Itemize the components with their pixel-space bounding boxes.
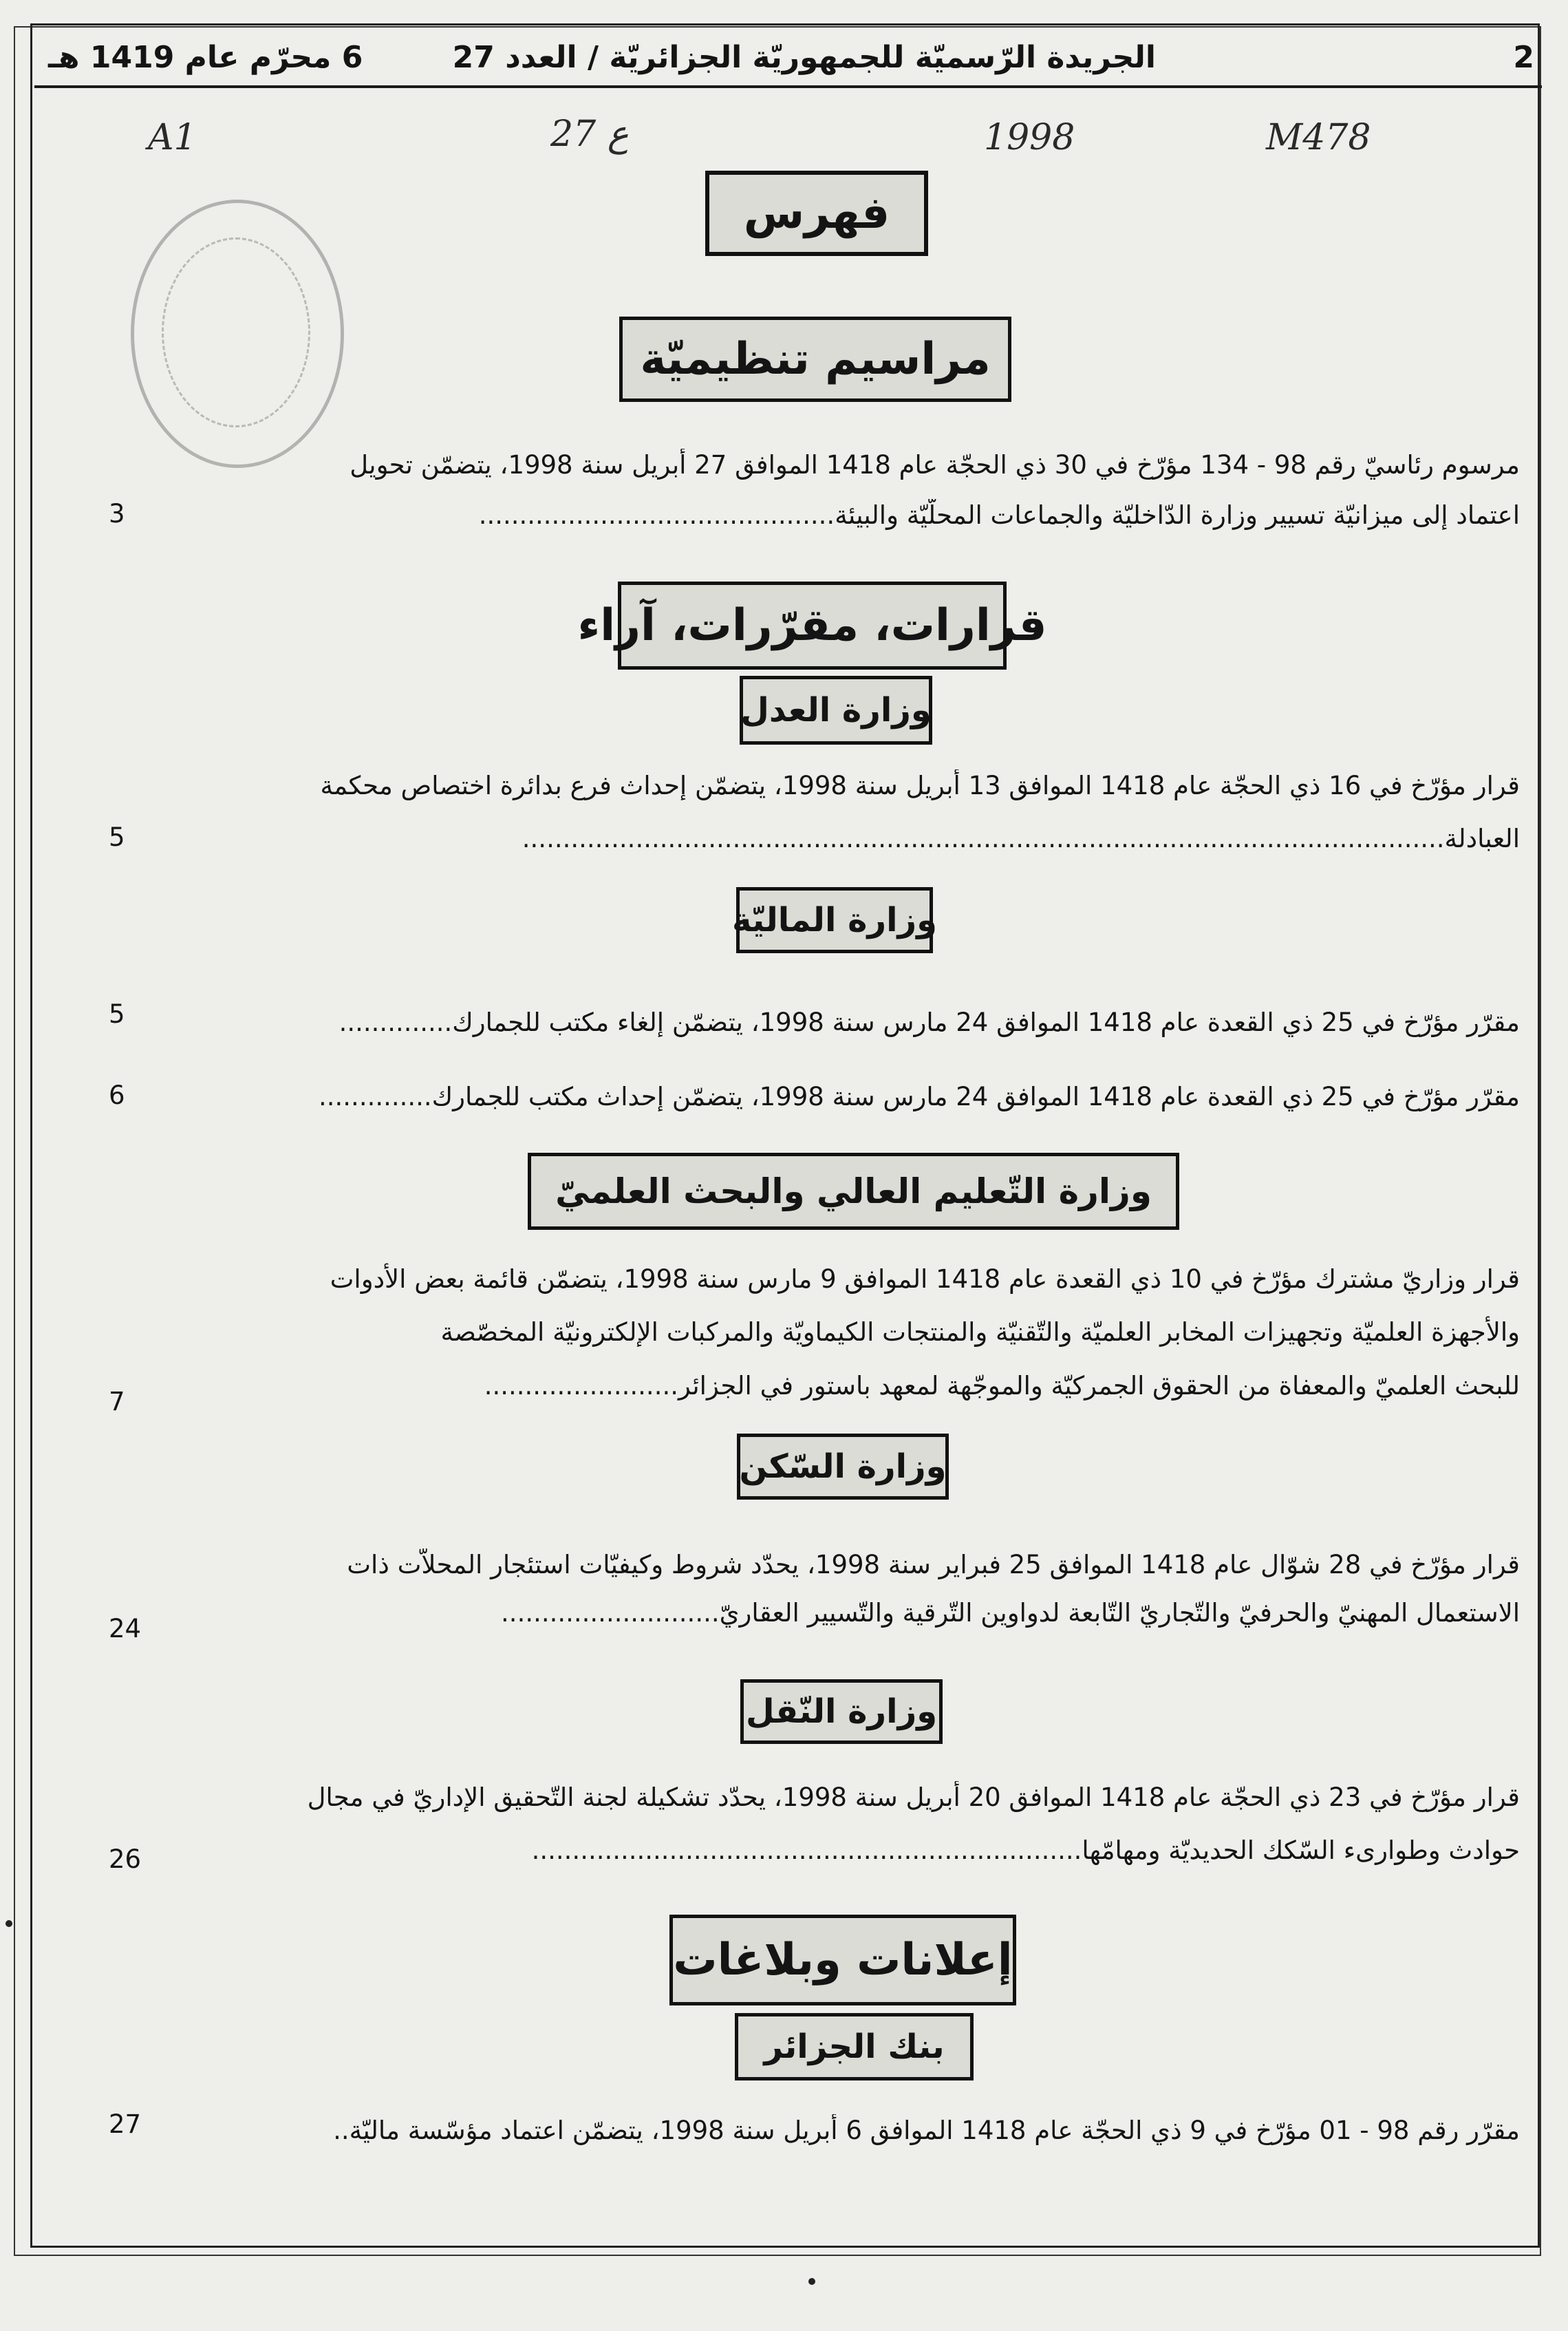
- toc-entry-line: مقرّر مؤرّخ في 25 ذي القعدة عام 1418 الموافق 24 مارس سنة 1998، يتضمّن إلغاء مكتب للجمارك..............: [339, 1008, 1520, 1037]
- running-header: [28, 40, 1541, 81]
- header-rule: [34, 85, 1542, 88]
- section-title-decrees: مراسيم تنظيميّة: [619, 317, 1011, 402]
- toc-page-number: 7: [109, 1387, 125, 1416]
- handwritten-note-left: A1: [148, 117, 197, 158]
- ministry-title-higher-education: وزارة التّعليم العالي والبحث العلميّ: [528, 1153, 1179, 1230]
- margin-mark: [6, 1920, 12, 1927]
- toc-page-number: 24: [109, 1614, 142, 1643]
- section-title-decisions: قرارات، مقرّرات، آراء: [618, 582, 1007, 670]
- handwritten-note-ref: M478: [1266, 117, 1371, 158]
- toc-entry-line: والأجهزة العلميّة وتجهيزات المخابر العلميّة والتّقنيّة والمنتجات الكيماويّة والمركبات الإلكترونيّة المخصّصة: [440, 1317, 1520, 1347]
- toc-entry-line: اعتماد إلى ميزانيّة تسيير وزارة الدّاخليّة والجماعات المحلّيّة والبيئة............................................: [478, 500, 1520, 530]
- margin-mark: [808, 2278, 815, 2285]
- toc-page-number: 6: [109, 1081, 125, 1110]
- toc-entry-line: حوادث وطوارىء السّكك الحديديّة ومهامّها....................................................................: [531, 1835, 1520, 1865]
- institution-title-bank: بنك الجزائر: [735, 2013, 974, 2080]
- handwritten-note-issue: 27 ع: [550, 114, 629, 155]
- ministry-title-transport: وزارة النّقل: [740, 1679, 943, 1744]
- toc-entry-line: العبادلة..................................................................................................................: [522, 824, 1520, 853]
- faded-stamp: [131, 200, 344, 468]
- toc-entry-line: الاستعمال المهنيّ والحرفيّ والتّجاريّ التّابعة لدواوين التّرقية والتّسيير العقاريّ...........................: [501, 1598, 1520, 1628]
- header-date: 6 محرّم عام 1419 هـ: [48, 40, 363, 75]
- header-page-number: 2: [1513, 40, 1534, 75]
- toc-page-number: 5: [109, 999, 125, 1029]
- ministry-title-justice: وزارة العدل: [740, 676, 932, 745]
- toc-entry-line: قرار وزاريّ مشترك مؤرّخ في 10 ذي القعدة عام 1418 الموافق 9 مارس سنة 1998، يتضمّن قائمة بعض الأدوات: [330, 1264, 1520, 1294]
- toc-page-number: 26: [109, 1844, 142, 1874]
- toc-entry-line: مقرّر رقم 98 - 01 مؤرّخ في 9 ذي الحجّة عام 1418 الموافق 6 أبريل سنة 1998، يتضمّن اعتماد مؤسّسة ماليّة..: [333, 2116, 1520, 2145]
- toc-entry-line: مرسوم رئاسيّ رقم 98 - 134 مؤرّخ في 30 ذي الحجّة عام 1418 الموافق 27 أبريل سنة 1998، يتضمّن تحويل: [350, 450, 1520, 480]
- handwritten-note-year: 1998: [984, 117, 1075, 158]
- section-title-announcements: إعلانات وبلاغات: [669, 1915, 1016, 2005]
- header-journal-title: الجريدة الرّسميّة للجمهوريّة الجزائريّة / العدد 27: [452, 40, 1156, 75]
- toc-entry-line: قرار مؤرّخ في 28 شوّال عام 1418 الموافق 25 فبراير سنة 1998، يحدّد شروط وكيفيّات استئجار المحلاّت ذات: [347, 1550, 1520, 1579]
- ministry-title-housing: وزارة السّكن: [737, 1434, 949, 1500]
- toc-entry-line: مقرّر مؤرّخ في 25 ذي القعدة عام 1418 الموافق 24 مارس سنة 1998، يتضمّن إحداث مكتب للجمارك..............: [319, 1082, 1520, 1111]
- index-title: فهرس: [705, 171, 928, 256]
- toc-page-number: 5: [109, 822, 125, 852]
- toc-entry-line: للبحث العلميّ والمعفاة من الحقوق الجمركيّة والموجّهة لمعهد باستور في الجزائر........................: [484, 1371, 1520, 1401]
- toc-entry-line: قرار مؤرّخ في 16 ذي الحجّة عام 1418 الموافق 13 أبريل سنة 1998، يتضمّن إحداث فرع بدائرة اختصاص محكمة: [320, 771, 1520, 800]
- toc-page-number: 27: [109, 2109, 142, 2139]
- ministry-title-finance: وزارة الماليّة: [736, 887, 933, 953]
- toc-page-number: 3: [109, 499, 125, 529]
- toc-entry-line: قرار مؤرّخ في 23 ذي الحجّة عام 1418 الموافق 20 أبريل سنة 1998، يحدّد تشكيلة لجنة التّحقيق الإداريّ في مجال: [307, 1782, 1520, 1812]
